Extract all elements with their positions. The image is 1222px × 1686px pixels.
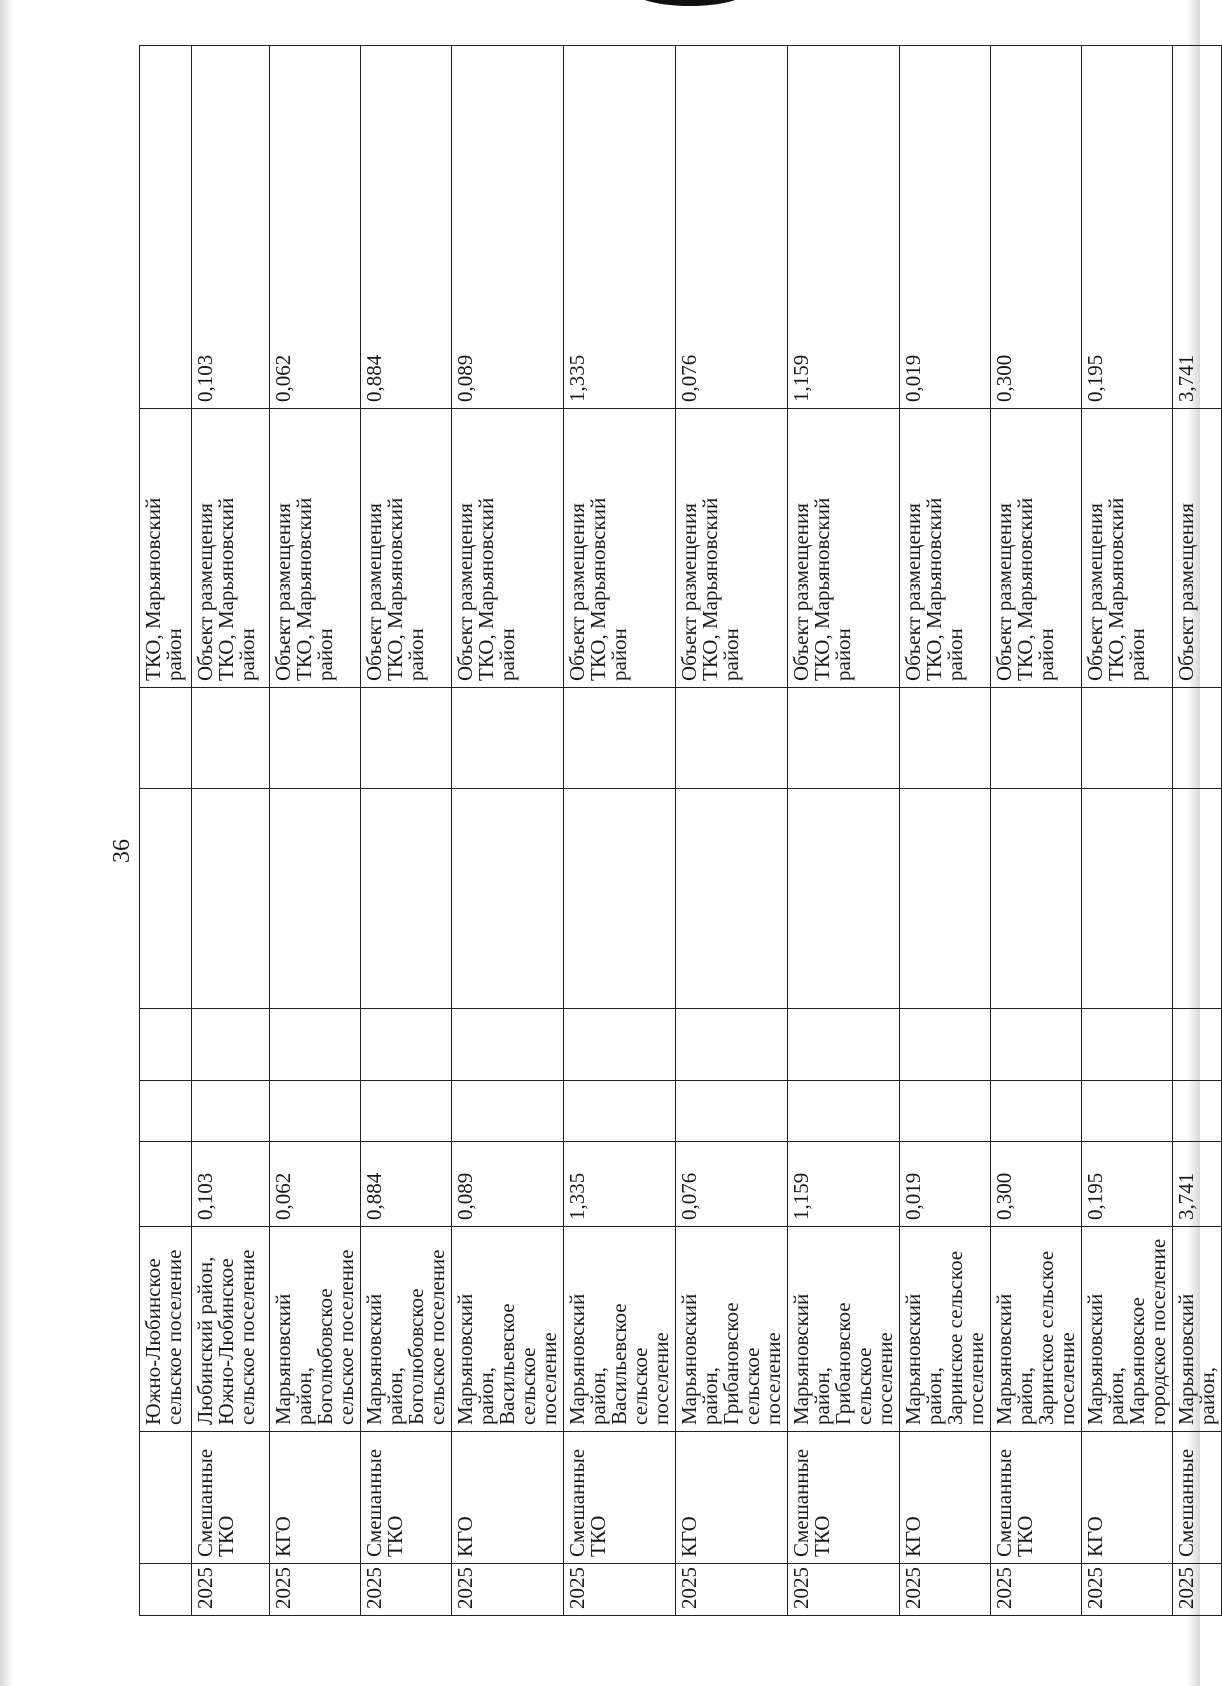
mass-cell: 0,300	[991, 1142, 1082, 1227]
waste-type-cell: КГО	[676, 1432, 788, 1564]
destination-object-cell: Объект размещения ТКО, Марьяновский район	[1082, 409, 1173, 688]
year-cell: 2025	[564, 1564, 676, 1616]
source-address-cell: Марьяновский район, Васильевское сельское поселение	[564, 1227, 676, 1432]
waste-type-cell: Смешанные ТКО	[192, 1432, 270, 1564]
source-address-cell: Марьяновский район, Васильевское сельское поселение	[452, 1227, 564, 1432]
empty-cell-4	[564, 688, 676, 789]
empty-cell-3	[452, 789, 564, 1009]
destination-mass-cell: 0,195	[1082, 46, 1173, 409]
empty-cell-4	[991, 688, 1082, 789]
empty-cell-2	[270, 1009, 361, 1081]
empty-cell-2	[452, 1009, 564, 1081]
table-row	[270, 46, 361, 1616]
waste-type-cell: Смешанные ТКО	[361, 1432, 452, 1564]
destination-mass-cell: 0,103	[192, 46, 270, 409]
empty-cell-4	[452, 688, 564, 789]
empty-cell-2	[140, 1009, 192, 1081]
source-address-cell: Марьяновский район, Грибановское сельское поселение	[676, 1227, 788, 1432]
scan-edge-left	[0, 0, 14, 1686]
empty-cell-4	[1082, 688, 1173, 789]
waste-type-cell: КГО	[270, 1432, 361, 1564]
empty-cell-4	[676, 688, 788, 789]
destination-object-cell: ТКО, Марьяновский район	[140, 409, 192, 688]
year-cell: 2025	[192, 1564, 270, 1616]
empty-cell-3	[1173, 789, 1222, 1009]
empty-cell-3	[676, 789, 788, 1009]
empty-cell-2	[1173, 1009, 1222, 1081]
empty-cell-4	[140, 688, 192, 789]
year-cell: 2025	[788, 1564, 900, 1616]
mass-cell: 0,089	[452, 1142, 564, 1227]
table-row	[564, 46, 676, 1616]
destination-object-cell: Объект размещения ТКО, Марьяновский район	[270, 409, 361, 688]
source-address-cell: Марьяновский район, Марьяновское городское поселение	[1082, 1227, 1173, 1432]
source-address-cell: Марьяновский район,	[1173, 1227, 1222, 1432]
destination-object-cell: Объект размещения	[1173, 409, 1222, 688]
empty-cell-3	[991, 789, 1082, 1009]
empty-cell-2	[192, 1009, 270, 1081]
waste-type-cell	[140, 1432, 192, 1564]
year-cell: 2025	[270, 1564, 361, 1616]
empty-cell-1	[788, 1081, 900, 1142]
table-row	[452, 46, 564, 1616]
mass-cell: 0,195	[1082, 1142, 1173, 1227]
empty-cell-2	[564, 1009, 676, 1081]
empty-cell-1	[676, 1081, 788, 1142]
year-cell: 2025	[1082, 1564, 1173, 1616]
empty-cell-4	[361, 688, 452, 789]
destination-mass-cell: 0,089	[452, 46, 564, 409]
destination-mass-cell: 0,076	[676, 46, 788, 409]
empty-cell-4	[192, 688, 270, 789]
mass-cell: 0,103	[192, 1142, 270, 1227]
empty-cell-1	[900, 1081, 991, 1142]
destination-object-cell: Объект размещения ТКО, Марьяновский район	[788, 409, 900, 688]
empty-cell-1	[1173, 1081, 1222, 1142]
empty-cell-2	[788, 1009, 900, 1081]
empty-cell-1	[1082, 1081, 1173, 1142]
mass-cell: 3,741	[1173, 1142, 1222, 1227]
waste-type-cell: Смешанные ТКО	[991, 1432, 1082, 1564]
source-address-cell: Марьяновский район, Заринское сельское поселение	[991, 1227, 1082, 1432]
waste-table	[139, 45, 1222, 1616]
source-address-cell: Марьяновский район, Боголюбовское сельское поселение	[270, 1227, 361, 1432]
year-cell: 2025	[991, 1564, 1082, 1616]
empty-cell-3	[140, 789, 192, 1009]
empty-cell-1	[564, 1081, 676, 1142]
empty-cell-1	[192, 1081, 270, 1142]
empty-cell-1	[452, 1081, 564, 1142]
empty-cell-3	[270, 789, 361, 1009]
table-row	[1082, 46, 1173, 1616]
destination-mass-cell: 0,019	[900, 46, 991, 409]
punch-hole	[635, 0, 745, 6]
destination-object-cell: Объект размещения ТКО, Марьяновский район	[361, 409, 452, 688]
destination-mass-cell: 1,159	[788, 46, 900, 409]
waste-type-cell: КГО	[1082, 1432, 1173, 1564]
mass-cell: 0,062	[270, 1142, 361, 1227]
destination-object-cell: Объект размещения ТКО, Марьяновский район	[452, 409, 564, 688]
empty-cell-4	[270, 688, 361, 789]
page-number: 36	[109, 839, 135, 863]
waste-type-cell: Смешанные ТКО	[564, 1432, 676, 1564]
year-cell	[140, 1564, 192, 1616]
year-cell: 2025	[452, 1564, 564, 1616]
destination-mass-cell: 3,741	[1173, 46, 1222, 409]
table-body	[140, 46, 1222, 1616]
destination-object-cell: Объект размещения ТКО, Марьяновский район	[991, 409, 1082, 688]
empty-cell-3	[788, 789, 900, 1009]
destination-mass-cell: 0,884	[361, 46, 452, 409]
table-row	[788, 46, 900, 1616]
table-row	[361, 46, 452, 1616]
source-address-cell: Марьяновский район, Заринское сельское поселение	[900, 1227, 991, 1432]
destination-object-cell: Объект размещения ТКО, Марьяновский район	[676, 409, 788, 688]
table-row	[991, 46, 1082, 1616]
empty-cell-2	[991, 1009, 1082, 1081]
destination-object-cell: Объект размещения ТКО, Марьяновский район	[564, 409, 676, 688]
mass-cell: 1,159	[788, 1142, 900, 1227]
year-cell: 2025	[900, 1564, 991, 1616]
destination-object-cell: Объект размещения ТКО, Марьяновский район	[192, 409, 270, 688]
empty-cell-1	[140, 1081, 192, 1142]
waste-type-cell: Смешанные	[1173, 1432, 1222, 1564]
waste-type-cell: КГО	[900, 1432, 991, 1564]
empty-cell-2	[676, 1009, 788, 1081]
year-cell: 2025	[361, 1564, 452, 1616]
waste-type-cell: Смешанные ТКО	[788, 1432, 900, 1564]
empty-cell-3	[192, 789, 270, 1009]
source-address-cell: Любинский район, Южно-Любинское сельское поселение	[192, 1227, 270, 1432]
mass-cell: 1,335	[564, 1142, 676, 1227]
empty-cell-4	[900, 688, 991, 789]
mass-cell	[140, 1142, 192, 1227]
empty-cell-1	[361, 1081, 452, 1142]
empty-cell-2	[361, 1009, 452, 1081]
mass-cell: 0,076	[676, 1142, 788, 1227]
waste-type-cell: КГО	[452, 1432, 564, 1564]
empty-cell-1	[991, 1081, 1082, 1142]
table-row	[900, 46, 991, 1616]
table-row	[676, 46, 788, 1616]
empty-cell-3	[361, 789, 452, 1009]
waste-table-rotated	[139, 46, 1219, 1616]
destination-object-cell: Объект размещения ТКО, Марьяновский район	[900, 409, 991, 688]
year-cell: 2025	[676, 1564, 788, 1616]
empty-cell-4	[1173, 688, 1222, 789]
destination-mass-cell: 0,062	[270, 46, 361, 409]
destination-mass-cell	[140, 46, 192, 409]
empty-cell-1	[270, 1081, 361, 1142]
empty-cell-2	[1082, 1009, 1173, 1081]
destination-mass-cell: 0,300	[991, 46, 1082, 409]
table-row	[140, 46, 192, 1616]
empty-cell-3	[1082, 789, 1173, 1009]
empty-cell-4	[788, 688, 900, 789]
source-address-cell: Марьяновский район, Боголюбовское сельское поселение	[361, 1227, 452, 1432]
mass-cell: 0,019	[900, 1142, 991, 1227]
source-address-cell: Марьяновский район, Грибановское сельское поселение	[788, 1227, 900, 1432]
year-cell: 2025	[1173, 1564, 1222, 1616]
mass-cell: 0,884	[361, 1142, 452, 1227]
table-row	[192, 46, 270, 1616]
source-address-cell: Южно-Любинское сельское поселение	[140, 1227, 192, 1432]
table-row	[1173, 46, 1222, 1616]
empty-cell-3	[900, 789, 991, 1009]
destination-mass-cell: 1,335	[564, 46, 676, 409]
empty-cell-3	[564, 789, 676, 1009]
empty-cell-2	[900, 1009, 991, 1081]
